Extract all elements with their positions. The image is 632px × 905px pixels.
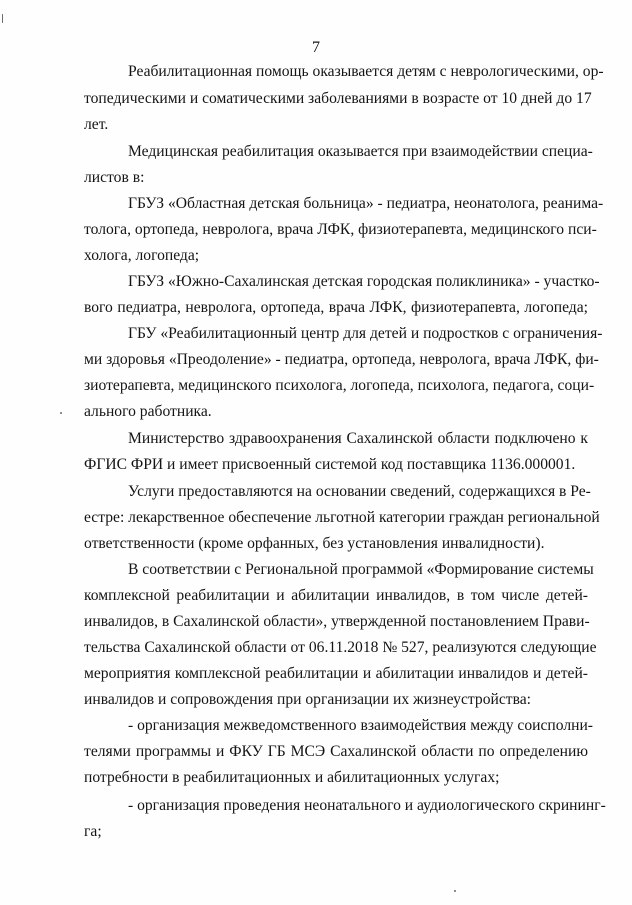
- text-line: ального работника.: [84, 403, 212, 420]
- text-line: комплексной реабилитации и абилитации инвалидов, в том числе детей-: [84, 587, 588, 604]
- text-line: вого педиатра, невролога, ортопеда, врача ЛФК, физиотерапевта, логопеда;: [84, 299, 588, 316]
- text-line: ответственности (кроме орфанных, без установления инвалидности).: [84, 535, 545, 552]
- text-line: ми здоровья «Преодоление» - педиатра, ортопеда, невролога, врача ЛФК, фи-: [84, 351, 599, 368]
- text-line: мероприятия комплексной реабилитации и абилитации инвалидов и детей-: [84, 665, 588, 682]
- text-line: листов в:: [84, 169, 145, 186]
- text-line: лет.: [84, 116, 109, 133]
- text-line: ГБУЗ «Южно-Сахалинская детская городская поликлиника» - участко-: [128, 273, 600, 290]
- text-line: инвалидов и сопровождения при организации их жизнеустройства:: [84, 691, 531, 708]
- text-line: толога, ортопеда, невролога, врача ЛФК, физиотерапевта, медицинского пси-: [84, 221, 597, 238]
- text-line: потребности в реабилитационных и абилитационных услугах;: [84, 769, 500, 786]
- text-line: Министерство здравоохранения Сахалинской области подключено к: [128, 430, 588, 447]
- text-line: телями программы и ФКУ ГБ МСЭ Сахалинской области по определению: [84, 743, 588, 760]
- page-number: 7: [312, 39, 320, 56]
- text-line: ГБУ «Реабилитационный центр для детей и подростков с ограничения-: [128, 325, 603, 342]
- text-line: ФГИС ФРИ и имеет присвоенный системой код поставщика 1136.000001.: [84, 456, 576, 473]
- text-line: ГБУЗ «Областная детская больница» - педиатра, неонатолога, реанима-: [128, 195, 604, 212]
- text-line: - организация межведомственного взаимодействия между соисполни-: [128, 717, 594, 734]
- text-line: - организация проведения неонатального и аудиологического скрининг-: [128, 797, 606, 814]
- scan-speck: [454, 890, 456, 892]
- scan-speck: [2, 14, 3, 23]
- text-line: Реабилитационная помощь оказывается детям с неврологическими, ор-: [128, 63, 604, 80]
- text-line: га;: [84, 823, 102, 840]
- text-line: Услуги предоставляются на основании сведений, содержащихся в Ре-: [128, 483, 591, 500]
- scan-speck: [60, 412, 62, 414]
- text-line: инвалидов, в Сахалинской области», утвержденной постановлением Прави-: [84, 613, 590, 630]
- text-line: холога, логопеда;: [84, 247, 200, 264]
- text-line: В соответствии с Региональной программой «Формирование системы: [128, 561, 594, 578]
- text-line: топедическими и соматическими заболеваниями в возрасте от 10 дней до 17: [84, 90, 592, 107]
- text-line: Медицинская реабилитация оказывается при взаимодействии специа-: [128, 143, 593, 160]
- text-line: зиотерапевта, медицинского психолога, логопеда, психолога, педагога, соци-: [84, 377, 595, 394]
- text-line: естре: лекарственное обеспечение льготной категории граждан региональной: [84, 509, 600, 526]
- text-line: тельства Сахалинской области от 06.11.2018 № 527, реализуются следующие: [84, 639, 597, 656]
